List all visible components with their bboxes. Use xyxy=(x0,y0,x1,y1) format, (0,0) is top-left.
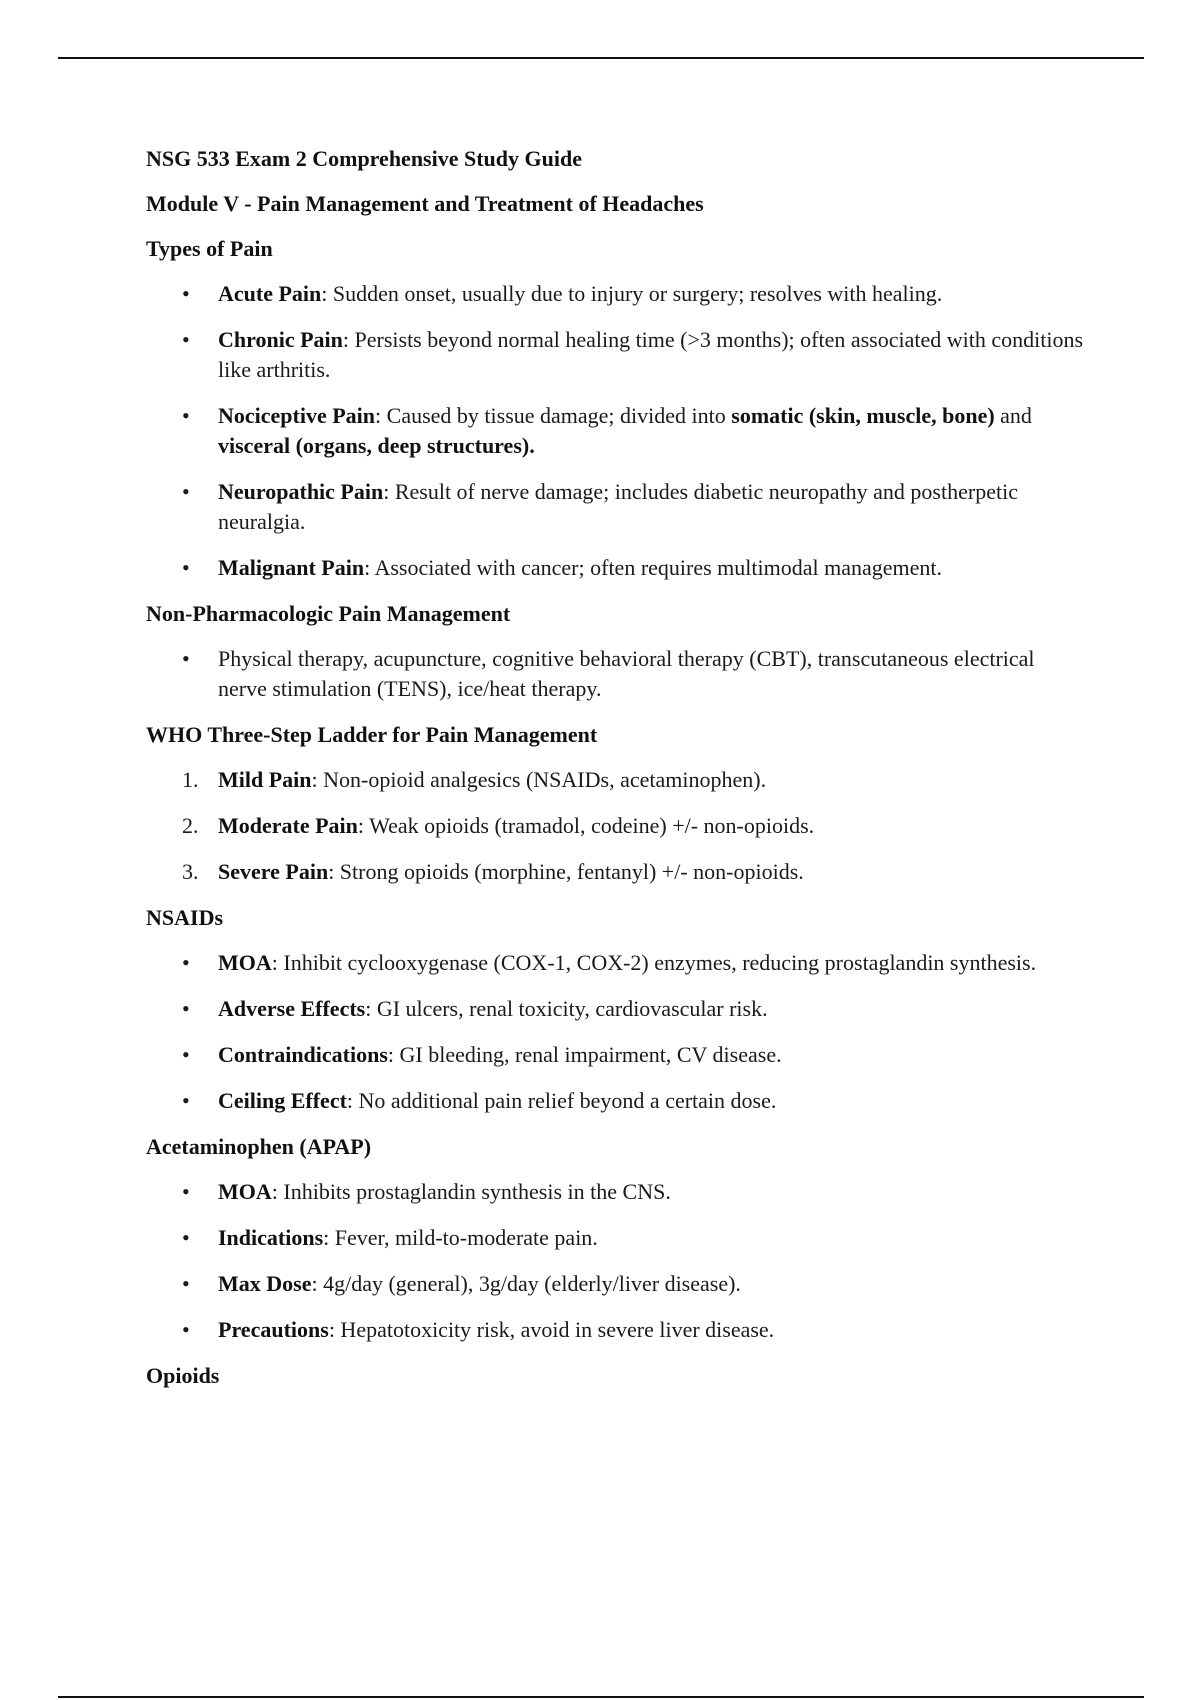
bold-phrase: visceral (organs, deep structures). xyxy=(218,433,535,458)
term: Severe Pain xyxy=(218,859,329,884)
types-of-pain-heading: Types of Pain xyxy=(146,236,273,261)
item-number: 1. xyxy=(182,767,199,792)
description: Physical therapy, acupuncture, cognitive behavioral therapy (CBT), transcutaneous electrical nerve stimulation (TENS), ice/heat therapy. xyxy=(218,646,1035,701)
term: MOA xyxy=(218,1179,272,1204)
who-ladder-list xyxy=(146,765,1086,887)
list-item xyxy=(146,644,1086,704)
apap-heading: Acetaminophen (APAP) xyxy=(146,1134,372,1159)
list-item xyxy=(146,1086,1086,1116)
document-title: NSG 533 Exam 2 Comprehensive Study Guide xyxy=(146,146,582,171)
term: Malignant Pain xyxy=(218,555,365,580)
item-number: 2. xyxy=(182,813,199,838)
term: Max Dose xyxy=(218,1271,312,1296)
non-pharm-list xyxy=(146,644,1086,704)
description: : Associated with cancer; often requires multimodal management. xyxy=(364,555,943,580)
description: : GI ulcers, renal toxicity, cardiovascular risk. xyxy=(365,996,768,1021)
description: : Inhibits prostaglandin synthesis in the CNS. xyxy=(271,1179,671,1204)
description: : Hepatotoxicity risk, avoid in severe liver disease. xyxy=(328,1317,775,1342)
list-item xyxy=(146,1269,1086,1299)
term: Mild Pain xyxy=(218,767,312,792)
term: Precautions xyxy=(218,1317,329,1342)
term: Acute Pain xyxy=(218,281,322,306)
module-heading: Module V - Pain Management and Treatment of Headaches xyxy=(146,191,704,216)
description: : Fever, mild-to-moderate pain. xyxy=(323,1225,598,1250)
bold-phrase: somatic (skin, muscle, bone) xyxy=(731,403,995,428)
list-item xyxy=(146,948,1086,978)
list-item xyxy=(146,994,1086,1024)
list-item xyxy=(146,401,1086,461)
list-item xyxy=(146,1040,1086,1070)
non-pharm-heading: Non-Pharmacologic Pain Management xyxy=(146,601,511,626)
description: : Caused by tissue damage; divided into xyxy=(375,403,732,428)
bottom-rule xyxy=(58,1696,1144,1698)
list-item xyxy=(146,279,1086,309)
list-item xyxy=(146,1223,1086,1253)
list-item xyxy=(146,325,1086,385)
term: Neuropathic Pain xyxy=(218,479,384,504)
description: : Sudden onset, usually due to injury or surgery; resolves with healing. xyxy=(321,281,943,306)
term: Ceiling Effect xyxy=(218,1088,347,1113)
connector: and xyxy=(994,403,1032,428)
term: Nociceptive Pain xyxy=(218,403,376,428)
description: : No additional pain relief beyond a certain dose. xyxy=(346,1088,777,1113)
description: : 4g/day (general), 3g/day (elderly/liver disease). xyxy=(311,1271,741,1296)
description: : Persists beyond normal healing time (>3 months); often associated with conditions like arthritis. xyxy=(218,327,1084,382)
term: Chronic Pain xyxy=(218,327,343,352)
apap-list xyxy=(146,1177,1086,1345)
description: : Inhibit cyclooxygenase (COX-1, COX-2) enzymes, reducing prostaglandin synthesis. xyxy=(271,950,1037,975)
list-item xyxy=(146,477,1086,537)
term: Moderate Pain xyxy=(218,813,358,838)
document-body xyxy=(146,144,1086,1406)
description: : Non-opioid analgesics (NSAIDs, acetaminophen). xyxy=(311,767,767,792)
description: : Weak opioids (tramadol, codeine) +/- non-opioids. xyxy=(357,813,815,838)
nsaids-list xyxy=(146,948,1086,1116)
list-item xyxy=(146,1177,1086,1207)
nsaids-heading: NSAIDs xyxy=(146,905,224,930)
opioids-heading: Opioids xyxy=(146,1363,220,1388)
item-number: 3. xyxy=(182,859,199,884)
top-rule xyxy=(58,57,1144,59)
description: : Strong opioids (morphine, fentanyl) +/- non-opioids. xyxy=(328,859,804,884)
list-item xyxy=(146,765,1086,795)
term: Indications xyxy=(218,1225,324,1250)
list-item xyxy=(146,1315,1086,1345)
list-item xyxy=(146,553,1086,583)
list-item xyxy=(146,811,1086,841)
list-item xyxy=(146,857,1086,887)
types-of-pain-list xyxy=(146,279,1086,583)
description: : GI bleeding, renal impairment, CV disease. xyxy=(387,1042,782,1067)
description: : Result of nerve damage; includes diabetic neuropathy and postherpetic neuralgia. xyxy=(218,479,1018,534)
who-ladder-heading: WHO Three-Step Ladder for Pain Management xyxy=(146,722,598,747)
term: MOA xyxy=(218,950,272,975)
term: Contraindications xyxy=(218,1042,388,1067)
term: Adverse Effects xyxy=(218,996,366,1021)
